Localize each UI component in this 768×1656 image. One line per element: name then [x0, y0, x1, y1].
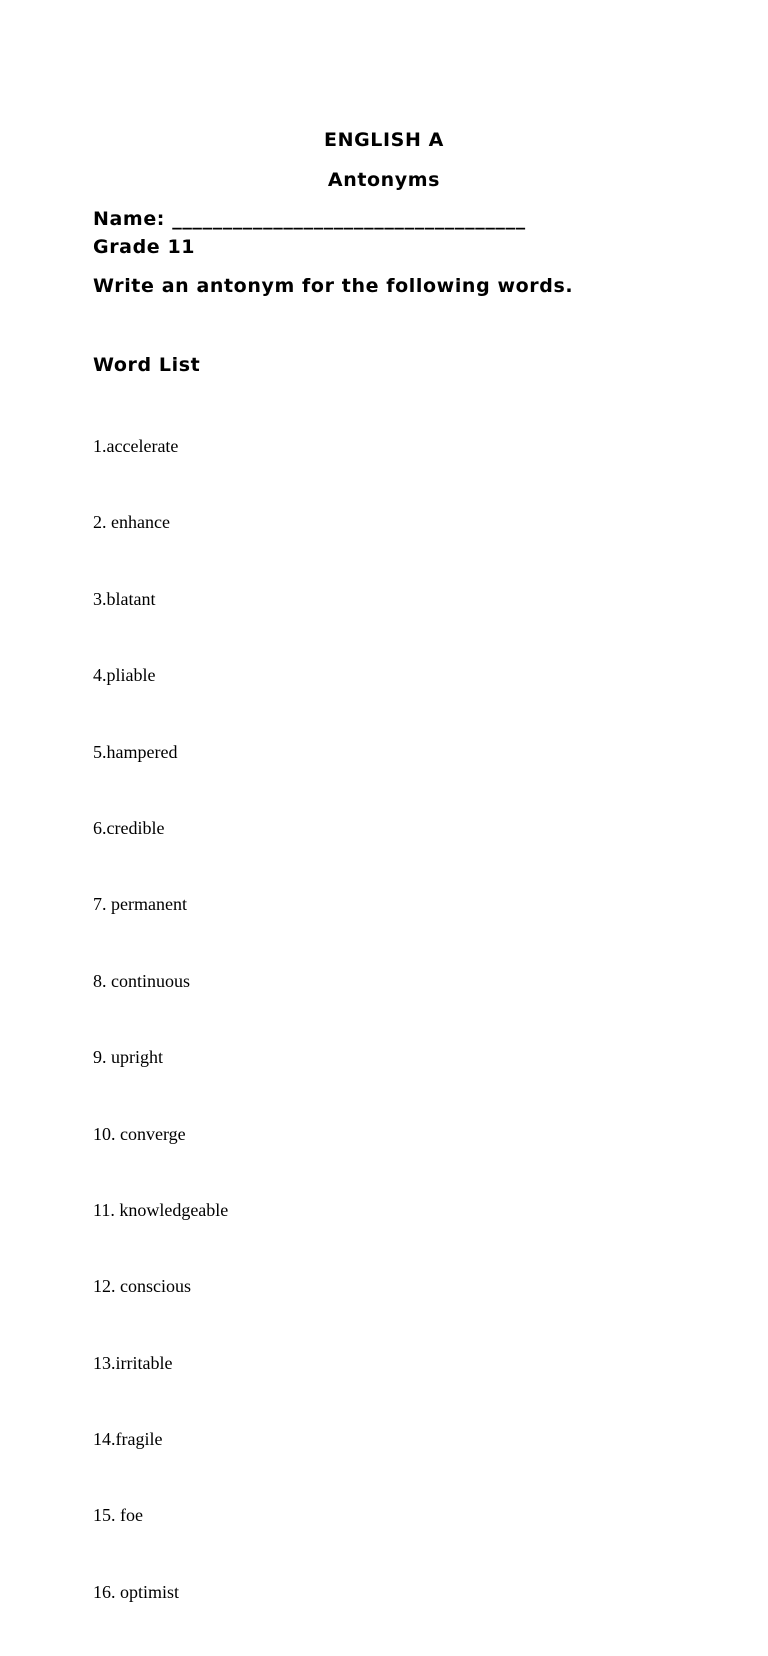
list-item: 10. converge: [93, 1123, 186, 1144]
list-item: 4.pliable: [93, 665, 156, 686]
word-list: [93, 392, 228, 1656]
list-item: 15. foe: [93, 1505, 143, 1526]
list-item: 11. knowledgeable: [93, 1199, 229, 1220]
name-label: Name:: [93, 208, 166, 230]
list-item: 5.hampered: [93, 741, 178, 762]
topic-title: Antonyms: [327, 169, 441, 191]
list-item: 8. continuous: [93, 970, 190, 991]
list-item: 12. conscious: [93, 1276, 191, 1297]
list-item: 2. enhance: [93, 512, 170, 533]
course-title: ENGLISH A: [324, 129, 444, 151]
word-list-heading: Word List: [93, 354, 201, 376]
name-blank: ___________________________________: [172, 208, 526, 230]
list-item: 6.credible: [93, 817, 165, 838]
list-item: 1.accelerate: [93, 436, 179, 456]
list-item: 16. optimist: [93, 1581, 180, 1602]
list-item: 3.blatant: [93, 588, 156, 609]
list-item: 7. permanent: [93, 894, 187, 915]
name-line: [93, 208, 526, 230]
list-item: 14.fragile: [93, 1429, 163, 1450]
grade-label: Grade 11: [93, 236, 196, 258]
list-item: 13.irritable: [93, 1352, 173, 1373]
list-item: 9. upright: [93, 1047, 163, 1068]
instructions: Write an antonym for the following words.: [93, 275, 574, 297]
